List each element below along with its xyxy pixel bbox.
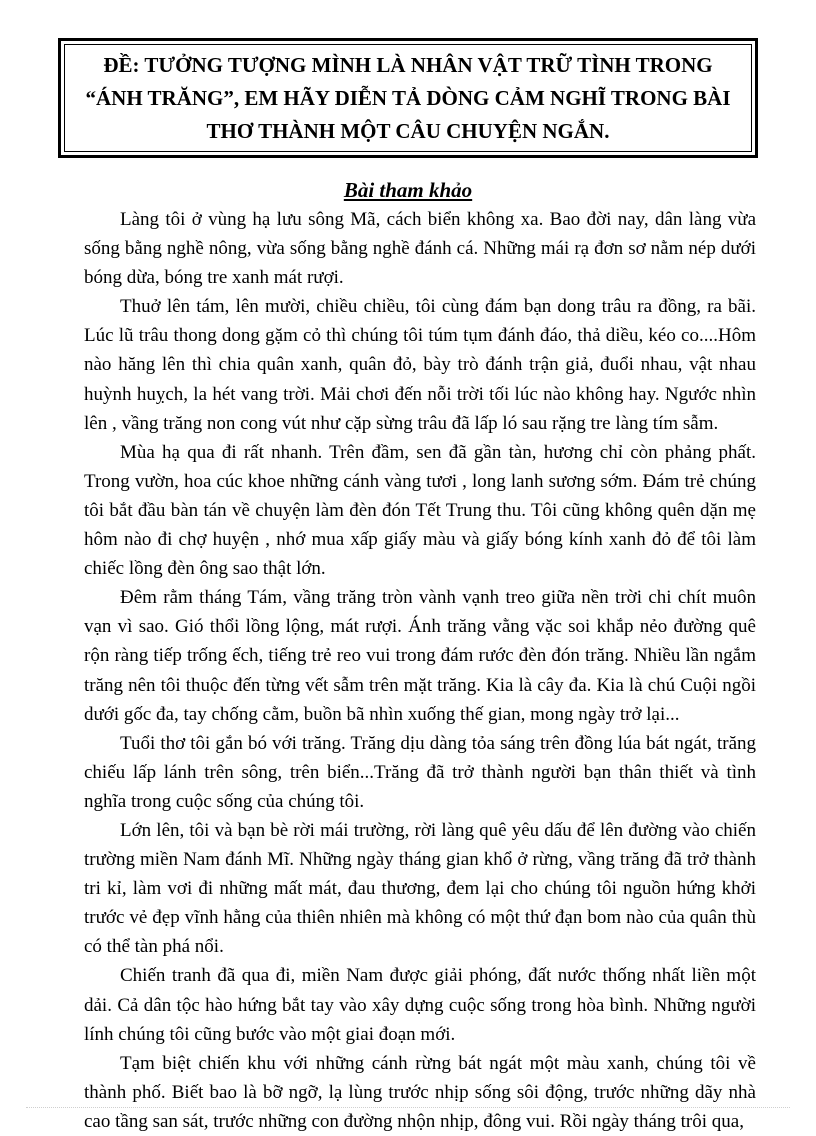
paragraph: Tạm biệt chiến khu với những cánh rừng bát ngát một màu xanh, chúng tôi về thành phố. Biết bao là bỡ ngỡ, lạ lùng trước nhịp sống sôi động, trước những dãy nhà cao tầng san sát, trước những con đường nhộn nhịp, đông vui. Rồi ngày tháng trôi qua, — [84, 1052, 756, 1132]
paragraph: Chiến tranh đã qua đi, miền Nam được giải phóng, đất nước thống nhất liền một dải. Cả dân tộc hào hứng bắt tay vào xây dựng cuộc sống trong hòa bình. Những người lính chúng tôi cũng bước vào một giai đoạn mới. — [84, 965, 756, 1045]
paragraph: Tuổi thơ tôi gắn bó với trăng. Trăng dịu dàng tỏa sáng trên đồng lúa bát ngát, trăng chiếu lấp lánh trên sông, trên biển...Trăng đã trở thành người bạn thân thiết và tình nghĩa trong cuộc sống của chúng tôi. — [84, 732, 756, 812]
title-frame — [64, 44, 752, 152]
page-bottom-divider — [26, 1107, 790, 1108]
paragraph: Đêm rằm tháng Tám, vầng trăng tròn vành vạnh treo giữa nền trời chi chít muôn vạn vì sao. Gió thổi lồng lộng, mát rượi. Ánh trăng vằng vặc soi khắp nẻo đường quê rộn ràng tiếp trống ếch, tiếng trẻ reo vui trong đám rước đèn đón trăng. Nhiều lần ngắm trăng nên tôi thuộc đến từng vết sẫm trên mặt trăng. Kia là cây đa. Kia là chú Cuội ngồi dưới gốc đa, tay chống cằm, buồn bã nhìn xuống thế gian, mong ngày trở lại... — [84, 587, 756, 725]
title-line-3: THƠ THÀNH MỘT CÂU CHUYỆN NGẮN. — [206, 118, 610, 143]
subtitle: Bài tham khảo — [343, 178, 473, 202]
paragraph: Thuở lên tám, lên mười, chiều chiều, tôi cùng đám bạn dong trâu ra đồng, ra bãi. Lúc lũ trâu thong dong gặm cỏ thì chúng tôi túm tụm đánh đáo, thả diều, kéo co....Hôm nào hăng lên thì chia quân xanh, quân đỏ, bày trò đánh trận giả, đuổi nhau, vật nhau huỳnh huỵch, la hét vang trời. Mải chơi đến nỗi trời tối lúc nào không hay. Ngước nhìn lên , vầng trăng non cong vút như cặp sừng trâu đã lấp ló sau rặng tre làng tím sẫm. — [84, 296, 756, 434]
title-line-1: ĐỀ: TƯỞNG TƯỢNG MÌNH LÀ NHÂN VẬT TRỮ TÌNH TRONG — [103, 52, 713, 77]
essay-body — [84, 205, 756, 1136]
paragraph: Lớn lên, tôi và bạn bè rời mái trường, rời làng quê yêu dấu để lên đường vào chiến trường miền Nam đánh Mĩ. Những ngày tháng gian khổ ở rừng, vầng trăng đã trở thành tri kỉ, làm vơi đi những mất mát, đau thương, đem lại cho chúng tôi nguồn hứng khởi trước vẻ đẹp vĩnh hằng của thiên nhiên mà không có một thứ đạn bom nào của quân thù có thể tàn phá nổi. — [84, 819, 756, 958]
paragraph: Làng tôi ở vùng hạ lưu sông Mã, cách biển không xa. Bao đời nay, dân làng vừa sống bằng nghề nông, vừa sống bằng nghề đánh cá. Những mái rạ đơn sơ nằm nép dưới bóng dừa, bóng tre xanh mát rượi. — [84, 209, 756, 289]
title-line-2: “ÁNH TRĂNG”, EM HÃY DIỄN TẢ DÒNG CẢM NGHĨ TRONG BÀI — [85, 85, 731, 110]
title-box — [58, 38, 758, 158]
paragraph: Mùa hạ qua đi rất nhanh. Trên đầm, sen đã gần tàn, hương chỉ còn phảng phất. Trong vườn, hoa cúc khoe những cánh vàng tươi , long lanh sương sớm. Đám trẻ chúng tôi bắt đầu bàn tán về chuyện làm đèn đón Tết Trung thu. Tôi cũng không quên dặn mẹ hôm nào đi chợ huyện , nhớ mua xấp giấy màu và giấy bóng kính xanh đỏ để tôi làm chiếc lồng đèn ông sao thật lớn. — [84, 441, 756, 580]
